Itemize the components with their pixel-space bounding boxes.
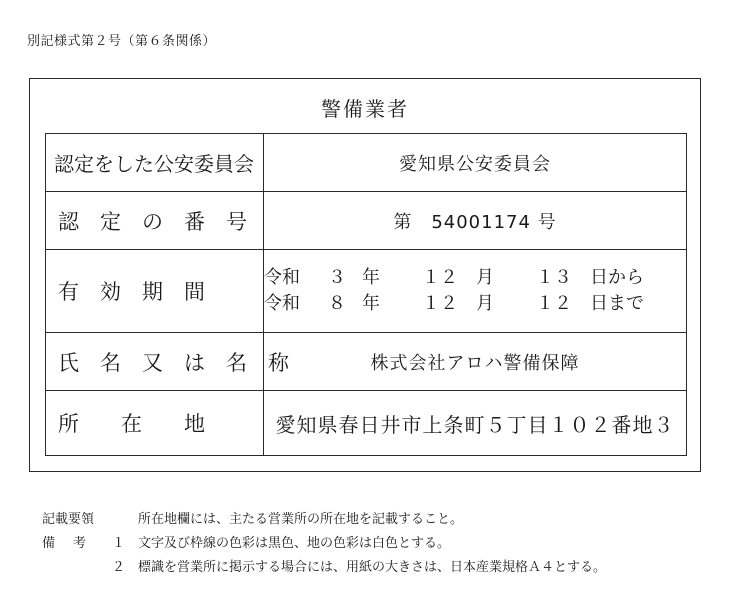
note-text-paper-size: 標識を営業所に掲示する場合には、用紙の大きさは、日本産業規格Ａ４とする。 (138, 560, 607, 575)
label-cert-number: 認 定 の 番 号 (58, 209, 247, 234)
to-day-unit: 日まで (590, 293, 644, 314)
value-company-name: 株式会社アロハ警備保障 (264, 333, 687, 391)
from-year-unit: 年 (362, 267, 380, 288)
label-cell (46, 250, 264, 333)
security-business-sign (29, 78, 701, 472)
value-address: 愛知県春日井市上条町５丁目１０２番地３ (264, 391, 687, 456)
validity-from (264, 265, 686, 291)
value-commission: 愛知県公安委員会 (264, 134, 687, 192)
note-line (42, 508, 606, 532)
note-text-instructions: 所在地欄には、主たる営業所の所在地を記載すること。 (138, 512, 464, 527)
row-validity (46, 250, 687, 333)
label-company-name: 氏 名 又 は 名 称 (58, 350, 289, 375)
note-index: ２ (112, 560, 126, 575)
note-index: １ (112, 536, 126, 551)
row-company-name (46, 333, 687, 391)
label-cell (46, 333, 289, 391)
note-indent (42, 556, 112, 580)
note-key-instructions: 記載要領 (42, 512, 95, 527)
certificate-table (45, 133, 687, 456)
to-year-unit: 年 (362, 293, 380, 314)
sign-title: 警備業者 (321, 97, 409, 121)
to-day: １２ (536, 293, 572, 314)
note-key-remarks: 備考 (42, 536, 105, 551)
value-validity (264, 250, 687, 333)
label-cell (46, 192, 264, 250)
from-month: １２ (422, 267, 458, 288)
from-month-unit: 月 (476, 267, 494, 288)
row-commission (46, 134, 687, 192)
from-day-unit: 日から (590, 267, 644, 288)
row-address (46, 391, 687, 456)
note-line (42, 532, 606, 556)
to-era: 令和 (264, 293, 300, 314)
from-year: ３ (328, 267, 346, 288)
to-month: １２ (422, 293, 458, 314)
label-address: 所 在 地 (58, 412, 205, 436)
validity-to (264, 291, 686, 317)
form-reference-note: 別記様式第２号（第６条関係） (27, 34, 217, 49)
note-text-colors: 文字及び枠線の色彩は黒色、地の色彩は白色とする。 (138, 536, 451, 551)
to-month-unit: 月 (476, 293, 494, 314)
from-era: 令和 (264, 267, 300, 288)
from-day: １３ (536, 267, 572, 288)
value-cert-number: 第 54001174 号 (264, 192, 687, 250)
label-cell (46, 134, 264, 192)
to-year: ８ (328, 293, 346, 314)
form-notes (42, 508, 606, 580)
row-cert-number (46, 192, 687, 250)
label-validity: 有 効 期 間 (58, 280, 205, 304)
note-line (42, 556, 606, 580)
label-cell (46, 391, 264, 456)
label-commission: 認定をした公安委員会 (54, 152, 254, 176)
